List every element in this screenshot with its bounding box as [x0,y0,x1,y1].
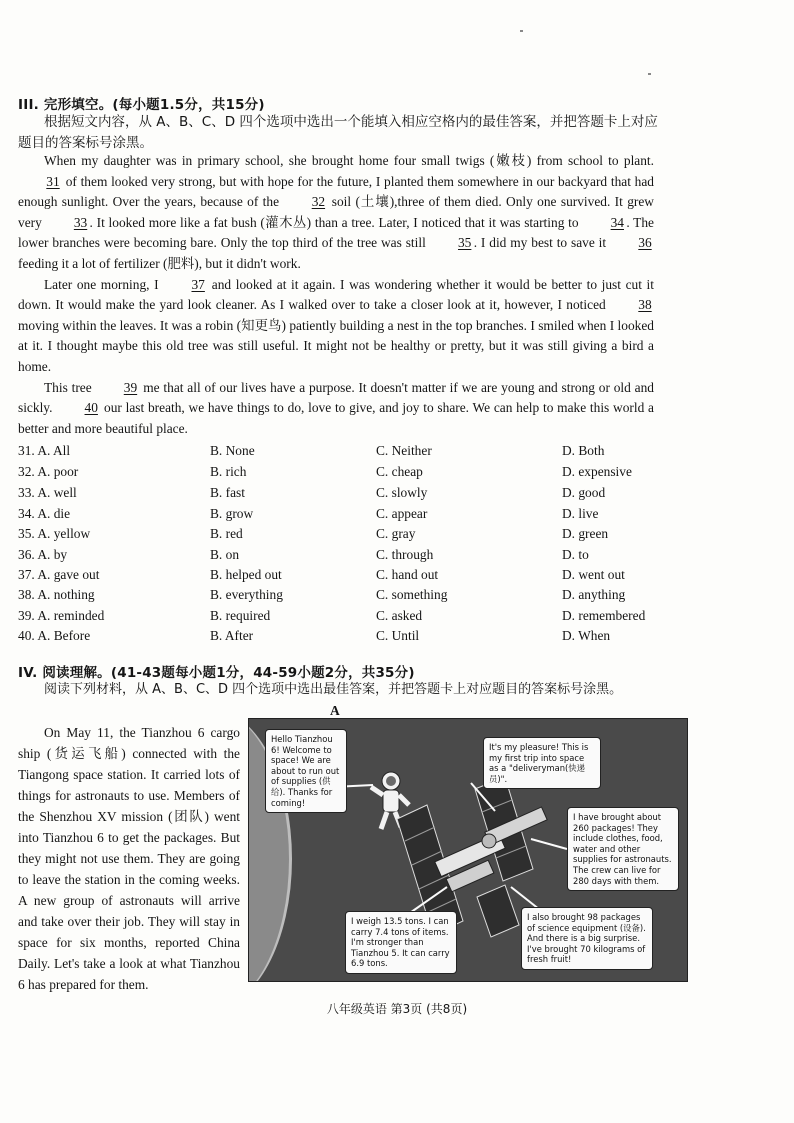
cloze-paragraph-1: When my daughter was in primary school, she brought home four small twigs (嫩枝) from school to plant. 31 of them looked very strong, but with hope for the future, I planted them somewhere in our backyard that had enough sunlight. Over the years, because of the 32 soil (土壤),three of them died. Only one survived. It grew very 33 . It looked more like a fat bush (灌木丛) than a tree. Later, I noticed that it was starting to 34 . The lower branches were becoming bare. Only the top third of the tree was still 35 . I did my best to save it 36 feeding it a lot of fertilizer (肥料), but it didn't work. [18,153,654,271]
comic-illustration [248,718,688,982]
option-row: 39. A. reminded B. required C. asked D. remembered [18,608,646,623]
blank-32: 32 [311,194,326,210]
option-row: 32. A. poor B. rich C. cheap D. expensive [18,464,632,479]
option-row: 37. A. gave out B. helped out C. hand out D. went out [18,567,625,582]
blank-36: 36 [638,235,652,251]
speech-bubble-weight: I weigh 13.5 tons. I can carry 7.4 tons of items. I'm stronger than Tianzhou 5. It can carry 6.9 tons. [345,911,457,974]
reading-paragraph: On May 11, the Tianzhou 6 cargo ship (货运飞船) connected with the Tiangong space station. It carried lots of things for astronauts to use. Members of the Shenzhou XV mission (团队) went into Tianzhou 6 to get the packages. But they might not use them. They are going to leave the station in the coming weeks. A new group of astronauts will arrive and take over their job. They will stay in space for six months, reported China Daily. Let's take a look at what Tianzhou 6 has prepared for them. [18,725,240,992]
option-row: 33. A. well B. fast C. slowly D. good [18,485,606,500]
section-3-heading: III. 完形填空。(每小题1.5分，共15分) [18,97,265,113]
speech-bubble-deliveryman: It's my pleasure! This is my first trip into space as a "deliveryman(快递员)". [483,737,601,789]
blank-37: 37 [191,276,205,292]
option-row: 34. A. die B. grow C. appear D. live [18,506,599,521]
speech-bubble-packages: I have brought about 260 packages! They include clothes, food, water and other supplies for astronauts. The crew can live for 280 days with them. [567,807,679,891]
reading-passage [18,722,240,995]
blank-33: 33 [73,214,88,230]
blank-35: 35 [457,235,472,251]
option-row: 36. A. by B. on C. through D. to [18,547,589,562]
speech-bubble-astronaut: Hello Tianzhou 6! Welcome to space! We are about to run out of supplies (供给). Thanks for coming! [265,729,347,813]
blank-40: 40 [84,400,98,416]
section-3-instruction: 根据短文内容，从 A、B、C、D 四个选项中选出一个能填入相应空格内的最佳答案，并把答题卡上对应题目的答案标号涂黑。 [18,114,658,151]
blank-34: 34 [610,214,624,230]
option-row: 31. A. All B. None C. Neither D. Both [18,443,605,458]
blank-39: 39 [123,379,138,395]
scan-mark [648,73,651,75]
option-row: 35. A. yellow B. red C. gray D. green [18,526,609,541]
scan-mark [520,30,523,32]
page-footer: 八年级英语 第3页 (共8页) [326,1002,468,1016]
blank-31: 31 [46,173,60,189]
cloze-passage [18,151,654,439]
option-row: 38. A. nothing B. everything C. something D. anything [18,587,626,602]
cloze-paragraph-2: Later one morning, I 37 and looked at it again. I was wondering whether it would be better to just cut it down. It would make the yard look cleaner. As I walked over to take a closer look at it, however, I noticed 38 moving within the leaves. It was a robin (知更鸟) patiently building a nest in the top branches. I smiled when I looked at it. I thought maybe this old tree was still useful. It might not be healthy or pretty, but it was still giving a bird a home. [18,276,654,374]
passage-label: A [330,703,340,718]
option-row: 40. A. Before B. After C. Until D. When [18,628,611,643]
section-4-heading: IV. 阅读理解。(41-43题每小题1分，44-59小题2分，共35分) [18,665,415,681]
cloze-paragraph-3: This tree 39 me that all of our lives have a purpose. It doesn't matter if we are young and strong or old and sickly. 40 our last breath, we have things to do, love to give, and joy to share. We can help to make this world a better and more beautiful place. [18,379,654,436]
speech-bubble-equipment: I also brought 98 packages of science equipment (设备). And there is a big surprise. I've brought 70 kilograms of fresh fruit! [521,907,653,970]
section-4-instruction: 阅读下列材料，从 A、B、C、D 四个选项中选出最佳答案，并把答题卡上对应题目的答案标号涂黑。 [44,682,623,697]
blank-38: 38 [638,297,652,313]
